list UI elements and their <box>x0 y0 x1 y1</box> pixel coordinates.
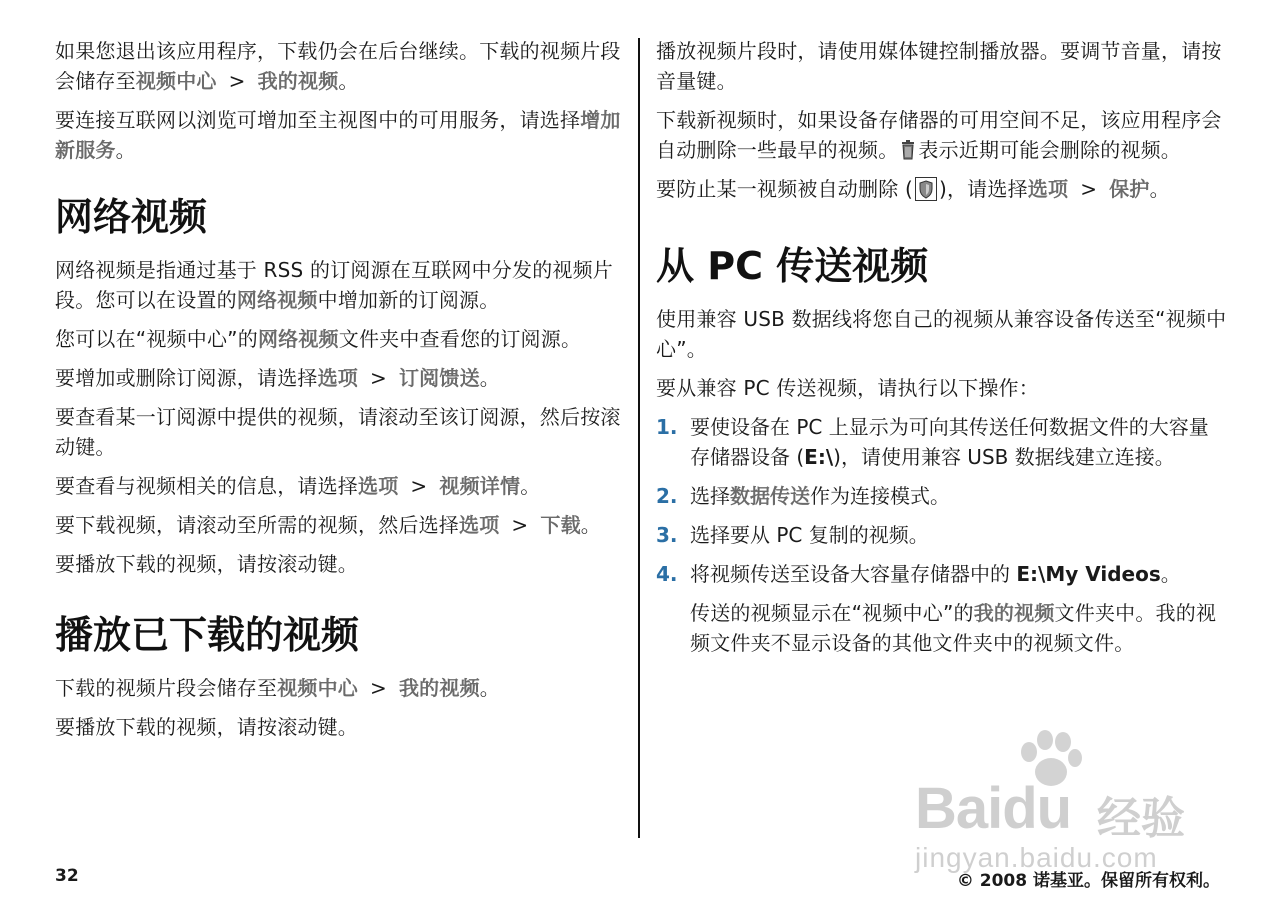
menu-path-my-videos[interactable]: 我的视频 <box>398 676 480 700</box>
menu-path-options[interactable]: 选项 <box>1027 177 1069 201</box>
heading-play-downloaded: 播放已下载的视频 <box>55 613 360 657</box>
shield-icon <box>915 177 937 201</box>
paragraph: 要连接互联网以浏览可增加至主视图中的可用服务，请选择增加新服务。 <box>55 108 621 162</box>
menu-path-options[interactable]: 选项 <box>317 366 359 390</box>
paragraph: 要从兼容 PC 传送视频，请执行以下操作： <box>656 376 1039 400</box>
trash-icon <box>901 138 915 158</box>
step-item: 4. 将视频传送至设备大容量存储器中的 E:\My Videos。 <box>656 562 1181 586</box>
left-column <box>55 36 627 751</box>
paragraph: 网络视频是指通过基于 RSS 的订阅源在互联网中分发的视频片段。您可以在设置的网络视频中增加新的订阅源。 <box>55 258 614 312</box>
menu-path-my-videos[interactable]: 我的视频 <box>257 69 339 93</box>
menu-path-download[interactable]: 下载 <box>540 513 581 537</box>
paragraph: 要播放下载的视频，请按滚动键。 <box>55 715 358 739</box>
baidu-watermark <box>905 730 1205 880</box>
paragraph: 您可以在“视频中心”的网络视频文件夹中查看您的订阅源。 <box>55 327 582 351</box>
copyright: © 2008 诺基亚。保留所有权利。 <box>956 871 1220 891</box>
paragraph: 下载的视频片段会储存至视频中心 > 我的视频。 <box>55 676 500 700</box>
paragraph: 使用兼容 USB 数据线将您自己的视频从兼容设备传送至“视频中心”。 <box>656 307 1227 361</box>
step-item: 2. 选择数据传送作为连接模式。 <box>656 484 950 508</box>
step-note: 传送的视频显示在“视频中心”的我的视频文件夹中。我的视频文件夹不显示设备的其他文件夹中的视频文件。 <box>690 601 1217 655</box>
step-item: 1. 要使设备在 PC 上显示为可向其传送任何数据文件的大容量存储器设备 (E:\)，请使用兼容 USB 数据线建立连接。 <box>656 415 1209 469</box>
menu-path-add-service[interactable]: 增加新服务 <box>55 108 621 162</box>
paragraph: 下载新视频时，如果设备存储器的可用空间不足，该应用程序会自动删除一些最早的视频。 表示近期可能会删除的视频。 <box>656 108 1222 162</box>
column-divider <box>638 38 640 838</box>
menu-path-options[interactable]: 选项 <box>459 513 500 537</box>
paragraph: 要查看与视频相关的信息，请选择选项 > 视频详情。 <box>55 474 541 498</box>
menu-path-video-centre[interactable]: 视频中心 <box>277 676 359 700</box>
menu-path-data-transfer[interactable]: 数据传送 <box>730 484 810 508</box>
paragraph: 如果您退出该应用程序，下载仍会在后台继续。下载的视频片段会储存至视频中心 > 我的视频。 <box>55 39 621 93</box>
paragraph: 要增加或删除订阅源，请选择选项 > 订阅馈送。 <box>55 366 500 390</box>
page-number: 32 <box>55 866 79 886</box>
paragraph: 要下载视频，请滚动至所需的视频，然后选择选项 > 下载。 <box>55 513 601 537</box>
menu-path-video-details[interactable]: 视频详情 <box>439 474 521 498</box>
step-item: 3. 选择要从 PC 复制的视频。 <box>656 523 929 547</box>
watermark-url: jingyan.baidu.com <box>915 842 1158 873</box>
menu-path-my-videos[interactable]: 我的视频 <box>973 601 1055 625</box>
menu-path-web-videos[interactable]: 网络视频 <box>257 327 339 351</box>
paragraph: 要播放下载的视频，请按滚动键。 <box>55 552 358 576</box>
watermark-logo: Baidu <box>915 776 1072 841</box>
heading-web-videos: 网络视频 <box>55 195 208 239</box>
menu-path-video-centre[interactable]: 视频中心 <box>135 69 217 93</box>
watermark-cn: 经验 <box>1097 793 1185 844</box>
right-column <box>656 36 1228 658</box>
paragraph: 要防止某一视频被自动删除 ( )，请选择选项 > 保护。 <box>656 177 1170 201</box>
paragraph: 播放视频片段时，请使用媒体键控制播放器。要调节音量，请按音量键。 <box>656 39 1222 93</box>
heading-transfer-from-pc: 从 PC 传送视频 <box>656 244 929 288</box>
paragraph: 要查看某一订阅源中提供的视频，请滚动至该订阅源，然后按滚动键。 <box>55 405 621 459</box>
steps-list <box>656 412 1228 589</box>
menu-path-feeds[interactable]: 订阅馈送 <box>398 366 480 390</box>
menu-path-options[interactable]: 选项 <box>358 474 399 498</box>
menu-path-web-videos[interactable]: 网络视频 <box>236 288 318 312</box>
menu-path-protect[interactable]: 保护 <box>1109 177 1150 201</box>
